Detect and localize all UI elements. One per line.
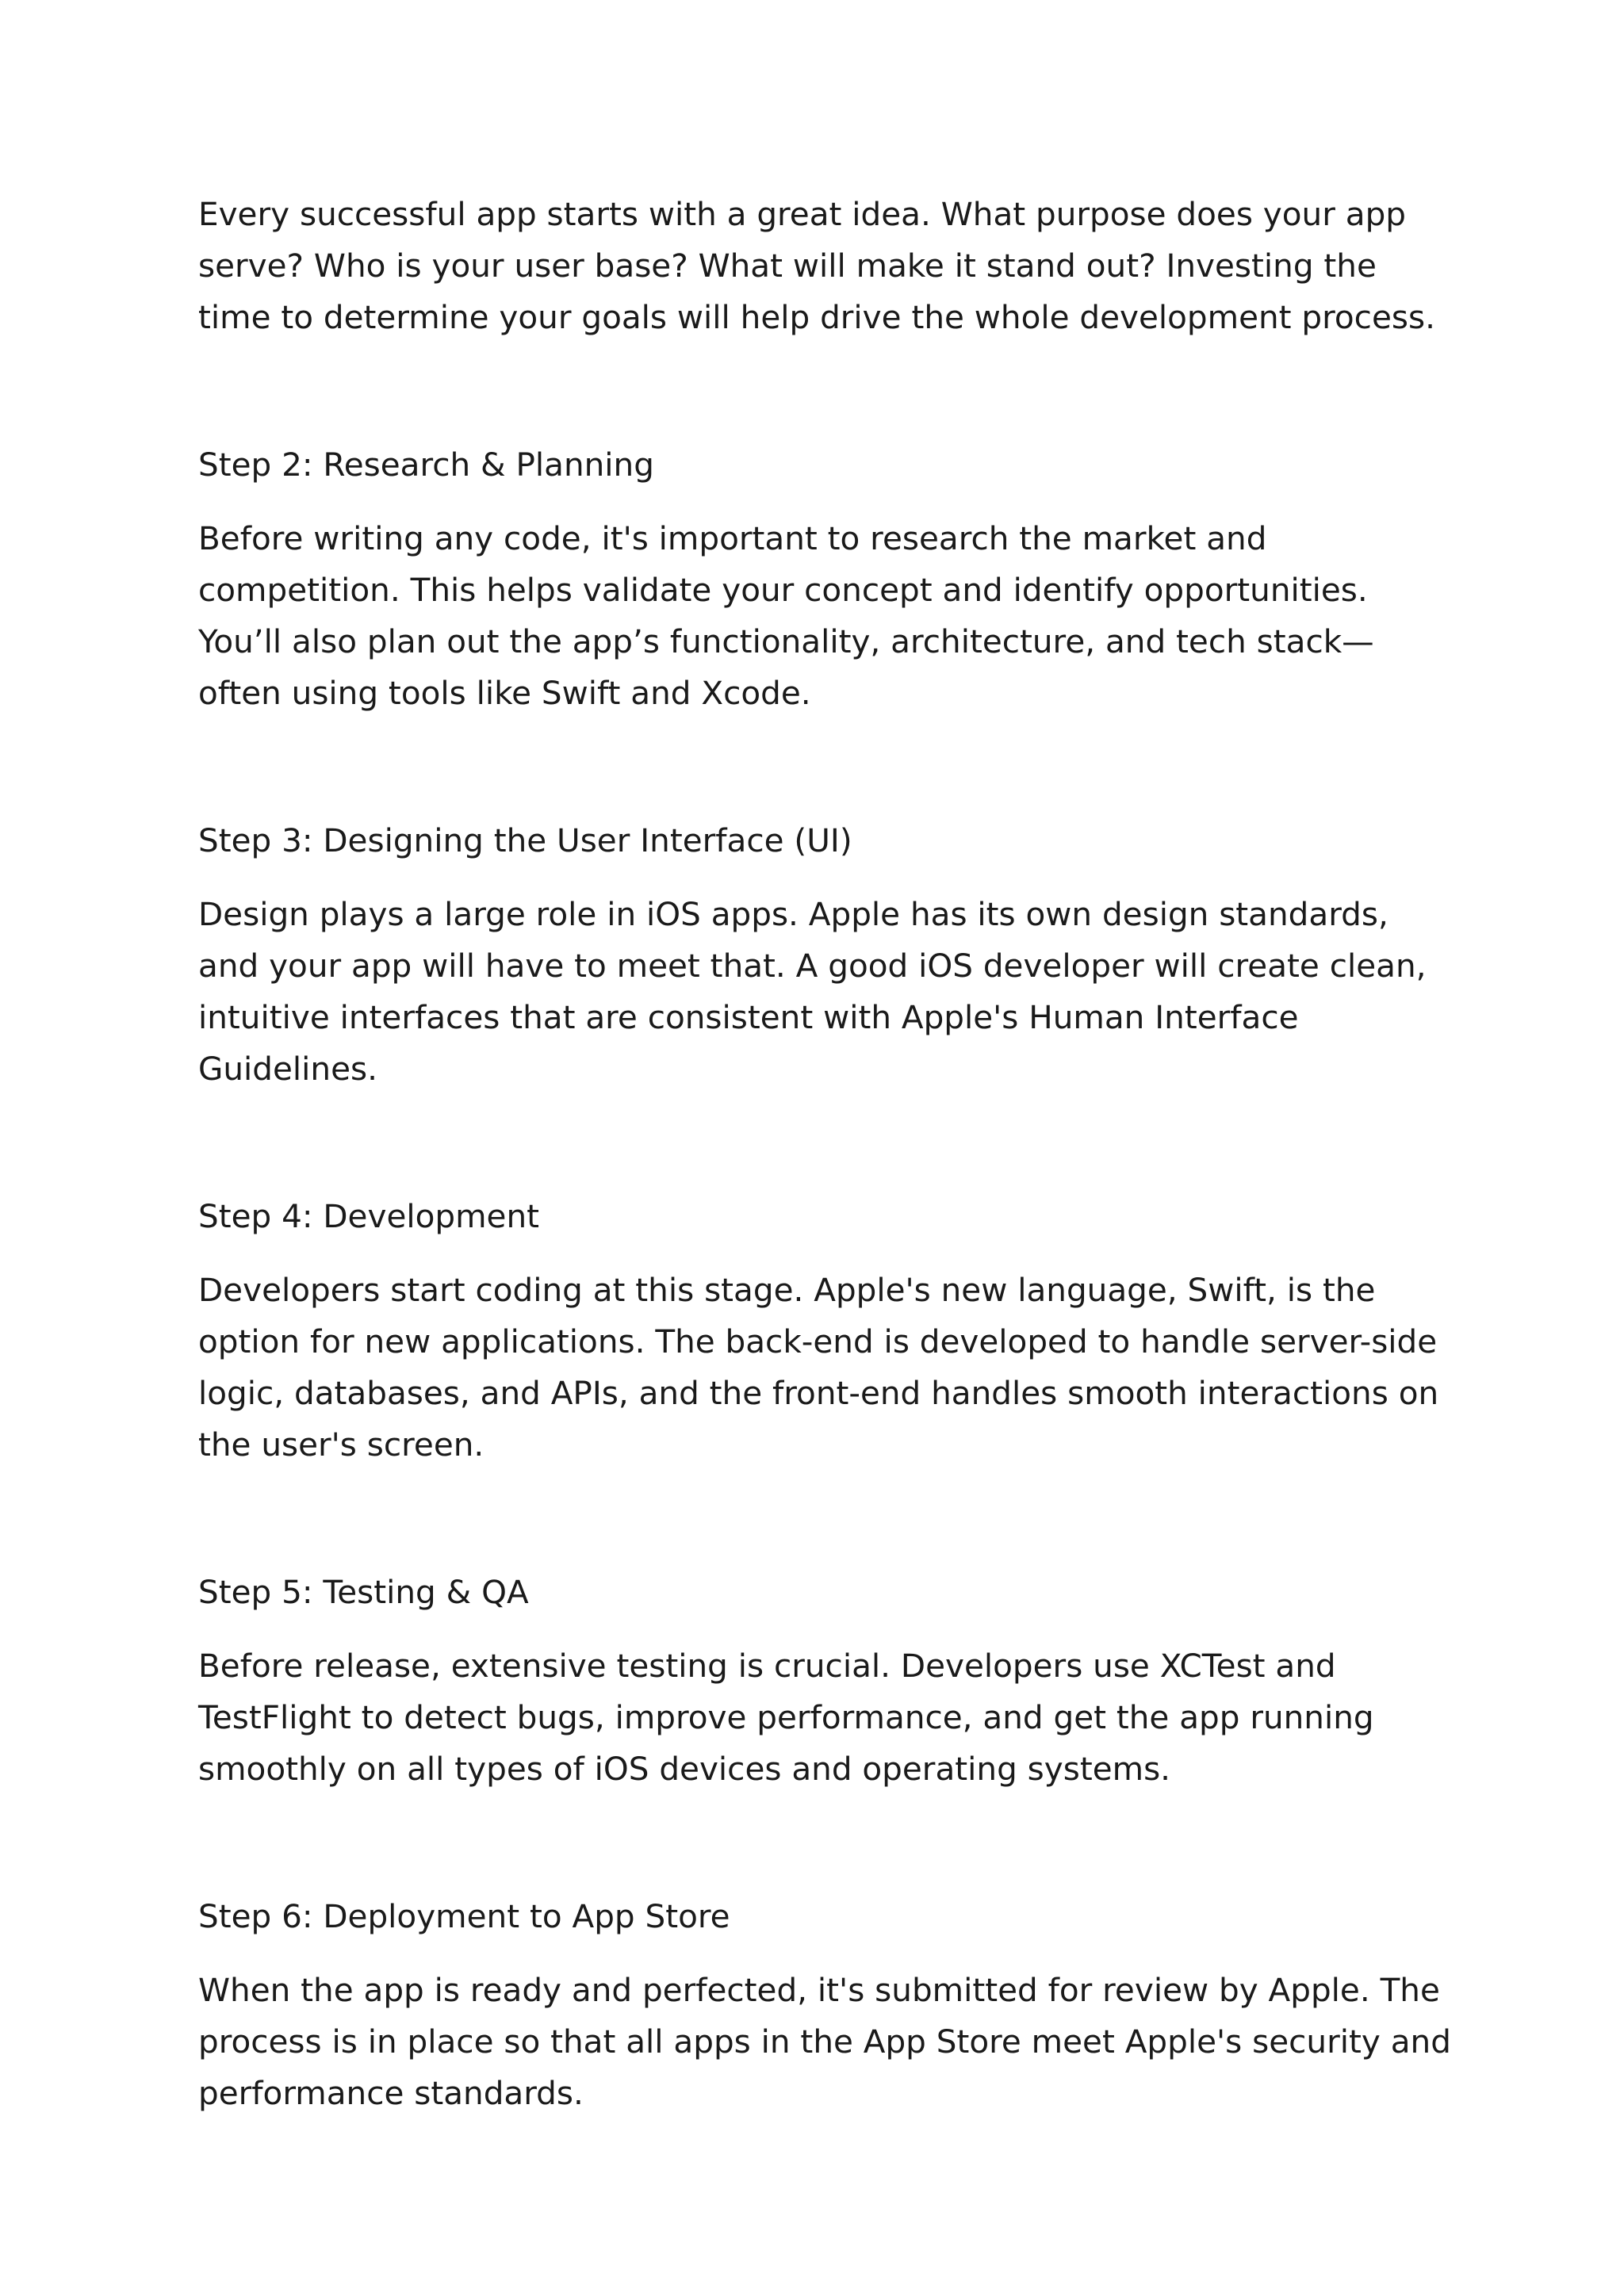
step-2-section xyxy=(198,439,1451,719)
document-page xyxy=(198,189,1451,2119)
step-2-paragraph: Before writing any code, it's important to research the market and competition. This helps validate your concept and identify opportunities. You’ll also plan out the app’s functionality, architecture, and tech stack—often using tools like Swift and Xcode. xyxy=(198,519,1374,712)
step-5-heading: Step 5: Testing & QA xyxy=(198,1573,529,1611)
step-4-paragraph: Developers start coding at this stage. Apple's new language, Swift, is the option for new applications. The back-end is developed to handle server-side logic, databases, and APIs, and the front-end handles smooth interactions on the user's screen. xyxy=(198,1271,1439,1464)
step-6-heading: Step 6: Deployment to App Store xyxy=(198,1897,730,1935)
step-5-section xyxy=(198,1567,1451,1795)
step-2-heading: Step 2: Research & Planning xyxy=(198,446,654,484)
step-4-heading: Step 4: Development xyxy=(198,1197,540,1235)
step-3-section xyxy=(198,815,1451,1095)
intro-paragraph: Every successful app starts with a great idea. What purpose does your app serve? Who is your user base? What will make it stand out? Investing the time to determine your goals will help drive the whole development process. xyxy=(198,195,1435,336)
step-4-section xyxy=(198,1191,1451,1471)
step-6-section xyxy=(198,1891,1451,2119)
step-3-heading: Step 3: Designing the User Interface (UI) xyxy=(198,821,852,859)
step-5-paragraph: Before release, extensive testing is crucial. Developers use XCTest and TestFlight to detect bugs, improve performance, and get the app running smoothly on all types of iOS devices and operating systems. xyxy=(198,1647,1374,1788)
step-6-paragraph: When the app is ready and perfected, it's submitted for review by Apple. The process is in place so that all apps in the App Store meet Apple's security and performance standards. xyxy=(198,1971,1451,2112)
step-3-paragraph: Design plays a large role in iOS apps. Apple has its own design standards, and your app will have to meet that. A good iOS developer will create clean, intuitive interfaces that are consistent with Apple's Human Interface Guidelines. xyxy=(198,895,1427,1088)
